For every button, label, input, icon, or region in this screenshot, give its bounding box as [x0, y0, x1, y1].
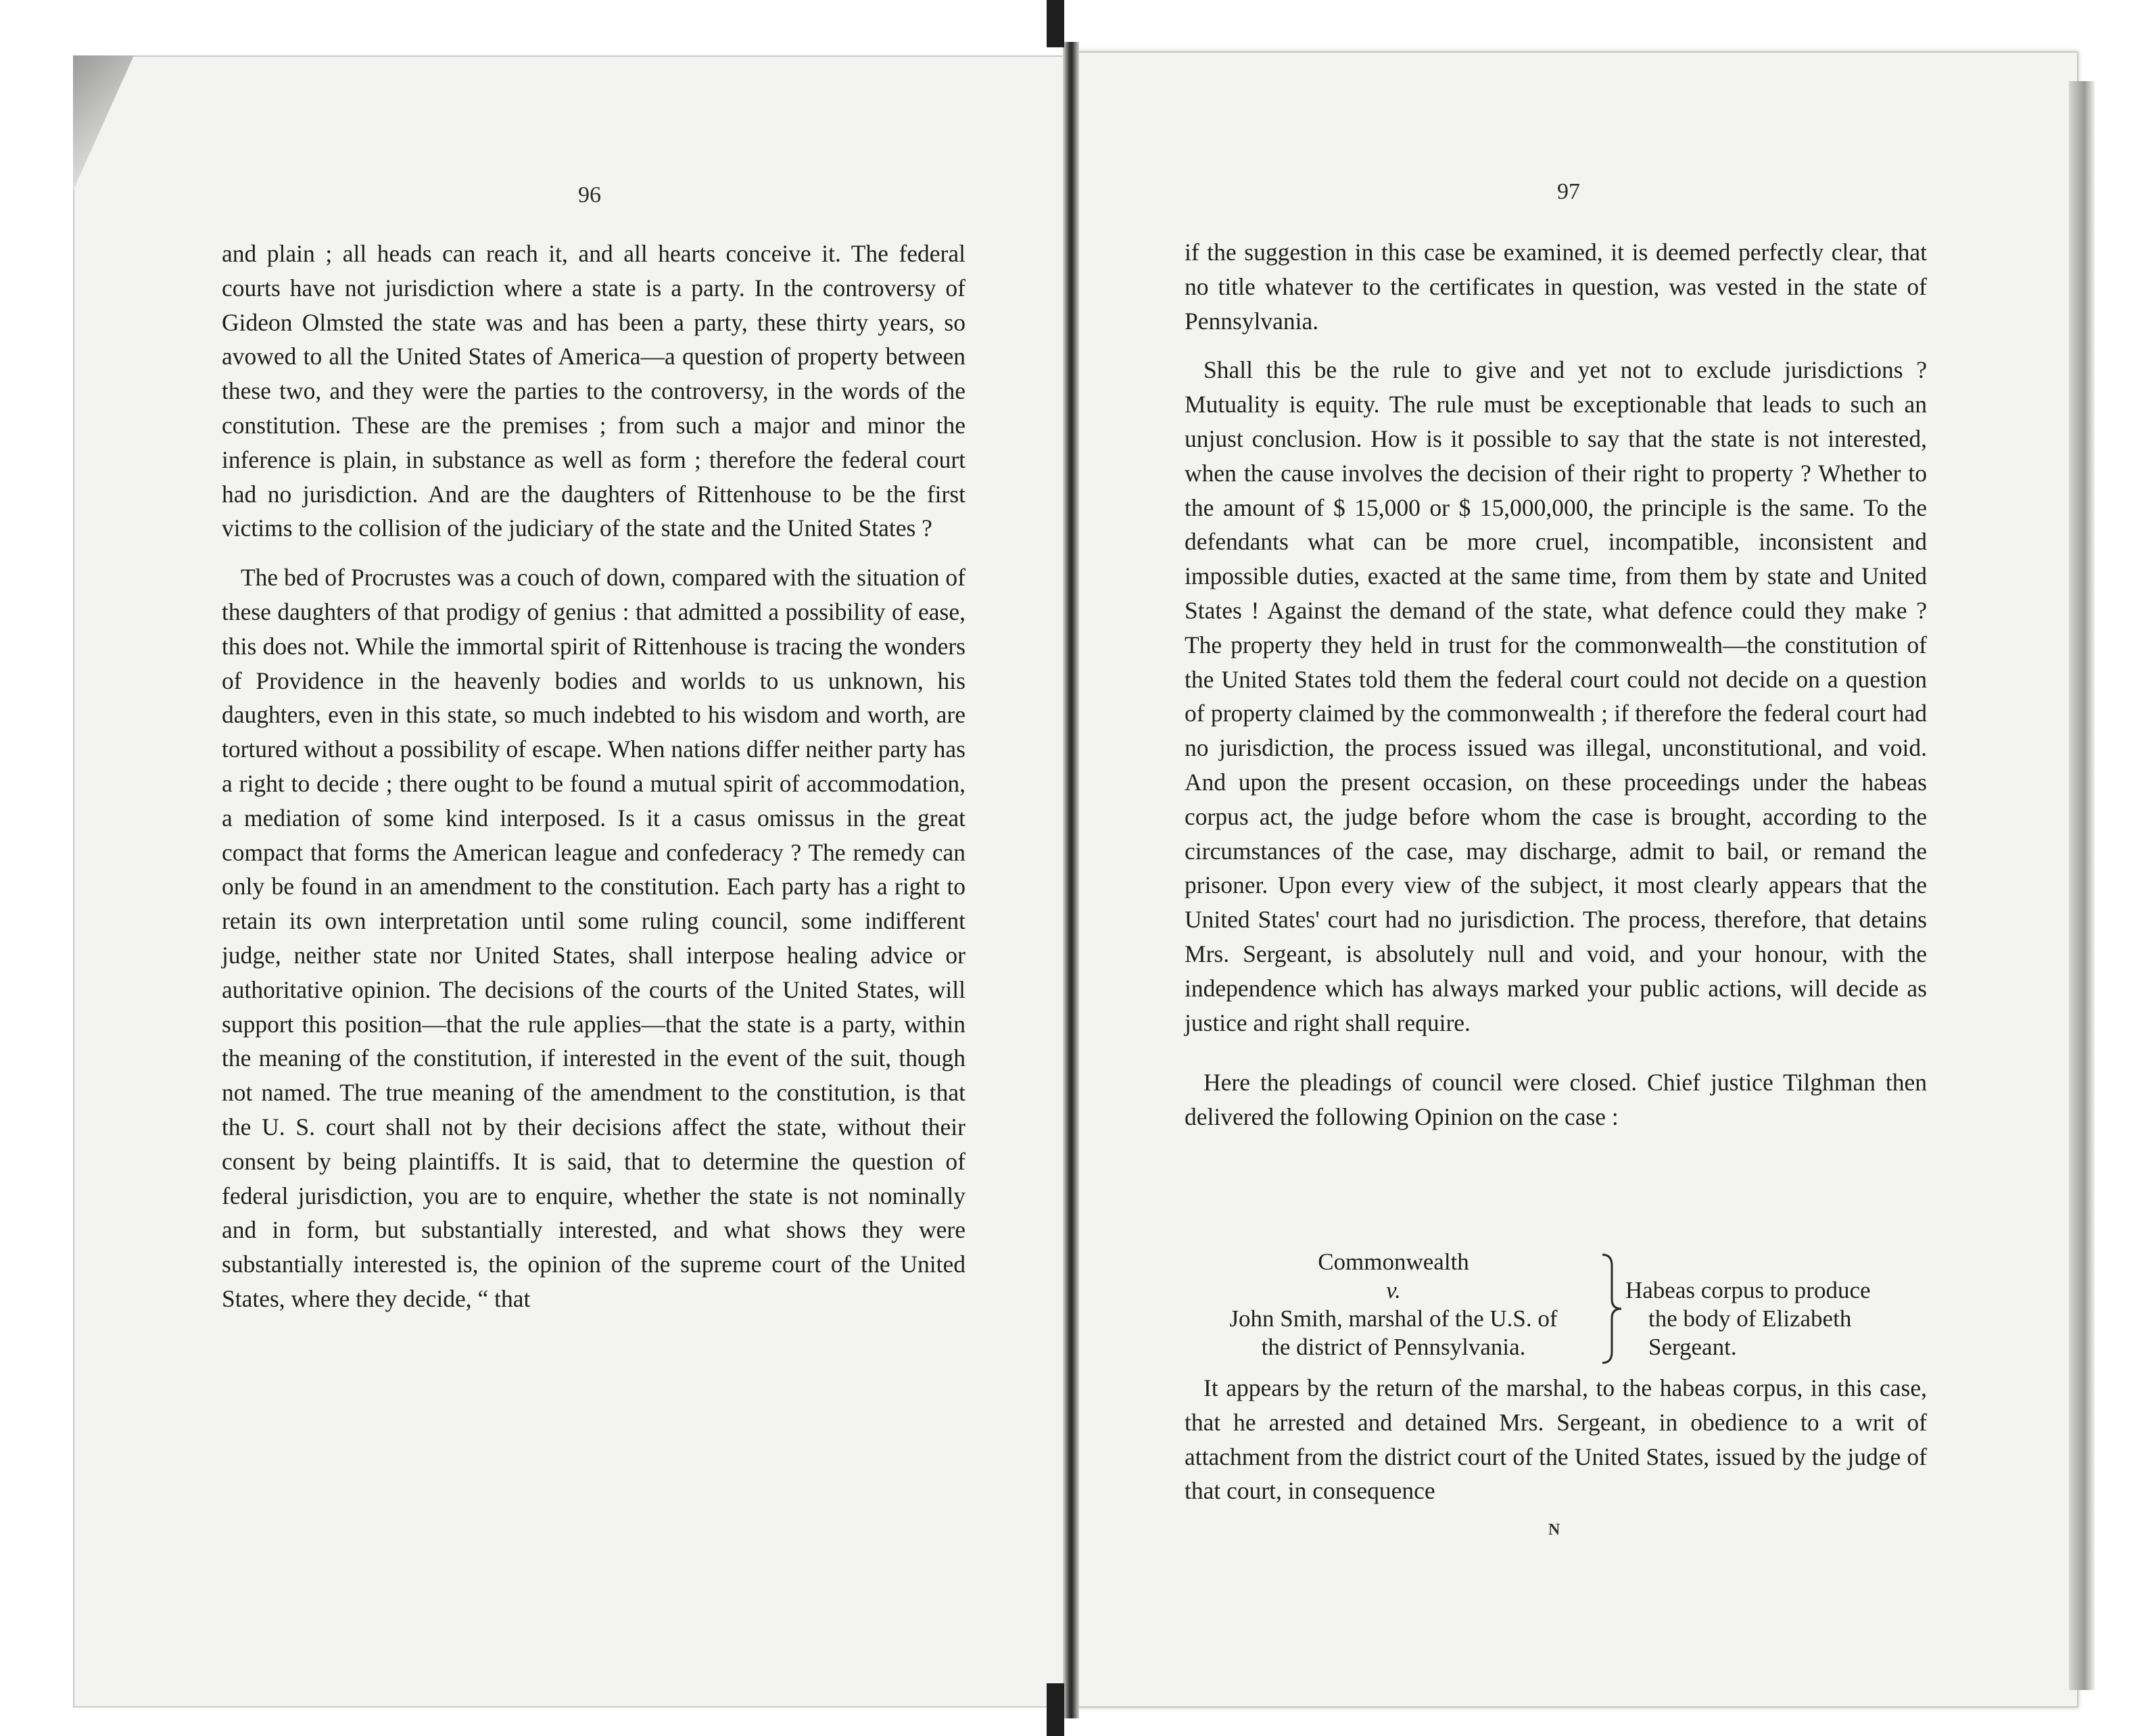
caption-defendant: John Smith, marshal of the U.S. of [1229, 1305, 1558, 1332]
right-page-text [1185, 235, 1927, 1134]
right-page-number: 97 [1557, 179, 1580, 204]
left-page-text [222, 237, 965, 1316]
caption-writ-line2: the body of Elizabeth [1648, 1305, 1852, 1332]
curly-brace [1598, 1252, 1625, 1366]
book-gutter [1063, 42, 1079, 1718]
right-paragraph-1: if the suggestion in this case be examined, it is deemed perfectly clear, that no title whatever to the certificates in question, was vested in the state of Pennsylvania. [1185, 239, 1927, 335]
binding-tab-top [1047, 0, 1064, 47]
signature-mark: N [1548, 1521, 1560, 1539]
caption-versus: v. [1386, 1277, 1401, 1303]
caption-district: the district of Pennsylvania. [1261, 1334, 1526, 1360]
caption-writ-line3: Sergeant. [1648, 1334, 1737, 1360]
binding-tab-bottom [1047, 1683, 1064, 1736]
right-paragraph-4: It appears by the return of the marshal, to the habeas corpus, in this case, that he arrested and detained Mrs. Sergeant, in obedience to a writ of attachment from the district court of the United States, issued by the judge of that court, in consequence [1185, 1374, 1927, 1505]
right-paragraph-3: Here the pleadings of council were closed. Chief justice Tilghman then delivered the following Opinion on the case : [1185, 1069, 1927, 1131]
left-paragraph-2: The bed of Procrustes was a couch of down, compared with the situation of these daughters of that prodigy of genius : that admitted a possibility of ease, this does not. While the immortal spirit of Rittenhouse is tracing the wonders of Providence in the heavenly bodies and worlds to us unknown, his daughters, even in this state, so much indebted to his wisdom and worth, are tortured without a possibility of escape. When nations differ neither party has a right to decide ; there ought to be found a mutual spirit of accommodation, a mediation of some kind interposed. Is it a casus omissus in the great compact that forms the American league and confederacy ? The remedy can only be found in an amendment to the constitution. Each party has a right to retain its own interpretation until some ruling council, some indifferent judge, neither state nor United States, shall interpose healing advice or authoritative opinion. The decisions of the courts of the United States, will support this position—that the rule applies—that the state is a party, within the meaning of the constitution, if interested in the event of the suit, though not named. The true meaning of the amendment to the constitution, is that the U. S. court shall not by their decisions affect the state, without their consent by being plaintiffs. It is said, that to determine the question of federal jurisdiction, you are to enquire, whether the state is not nominally and in form, but substantially interested, and what shows they were substantially interested is, the opinion of the supreme court of the United States, where they decide, “ that [222, 564, 965, 1312]
right-final-text [1185, 1371, 1927, 1508]
right-paragraph-2: Shall this be the rule to give and yet not to exclude jurisdictions ? Mutuality is equity. The rule must be exceptionable that leads to such an unjust conclusion. How is it possible to say that the state is not interested, when the cause involves the decision of their right to property ? Whether to the amount of $ 15,000 or $ 15,000,000, the principle is the same. To the defendants what can be more cruel, incompatible, inconsistent and impossible duties, exacted at the same time, from them by state and United States ! Against the demand of the state, what defence could they make ? The property they held in trust for the commonwealth—the constitution of the United States told them the federal court could not decide on a question of property claimed by the commonwealth ; if therefore the federal court had no jurisdiction, the process issued was illegal, unconstitutional, and void. And upon the present occasion, on these proceedings under the habeas corpus act, the judge before whom the case is brought, according to the circumstances of the case, may discharge, admit to bail, or remand the prisoner. Upon every view of the subject, it most clearly appears that the United States' court had no jurisdiction. The process, therefore, that detains Mrs. Sergeant, is absolutely null and void, and your honour, with the independence which has always marked your public actions, will decide as justice and right shall require. [1185, 356, 1927, 1036]
left-page-number: 96 [578, 183, 601, 208]
page-edge [2069, 81, 2095, 1690]
caption-writ-line1: Habeas corpus to produce [1625, 1277, 1871, 1303]
caption-commonwealth: Commonwealth [1318, 1249, 1469, 1275]
case-caption-parties [1185, 1248, 1602, 1361]
case-caption-writ [1625, 1276, 1936, 1361]
left-paragraph-1: and plain ; all heads can reach it, and all hearts conceive it. The federal courts have not jurisdiction where a state is a party. In the controversy of Gideon Olmsted the state was and has been a party, these thirty years, so avowed to all the United States of America—a question of property between these two, and they were the parties to the controversy, in the words of the constitution. These are the premises ; from such a major and minor the inference is plain, in substance as well as form ; therefore the federal court had no jurisdiction. And are the daughters of Rittenhouse to be the first victims to the collision of the judiciary of the state and the United States ? [222, 240, 965, 542]
